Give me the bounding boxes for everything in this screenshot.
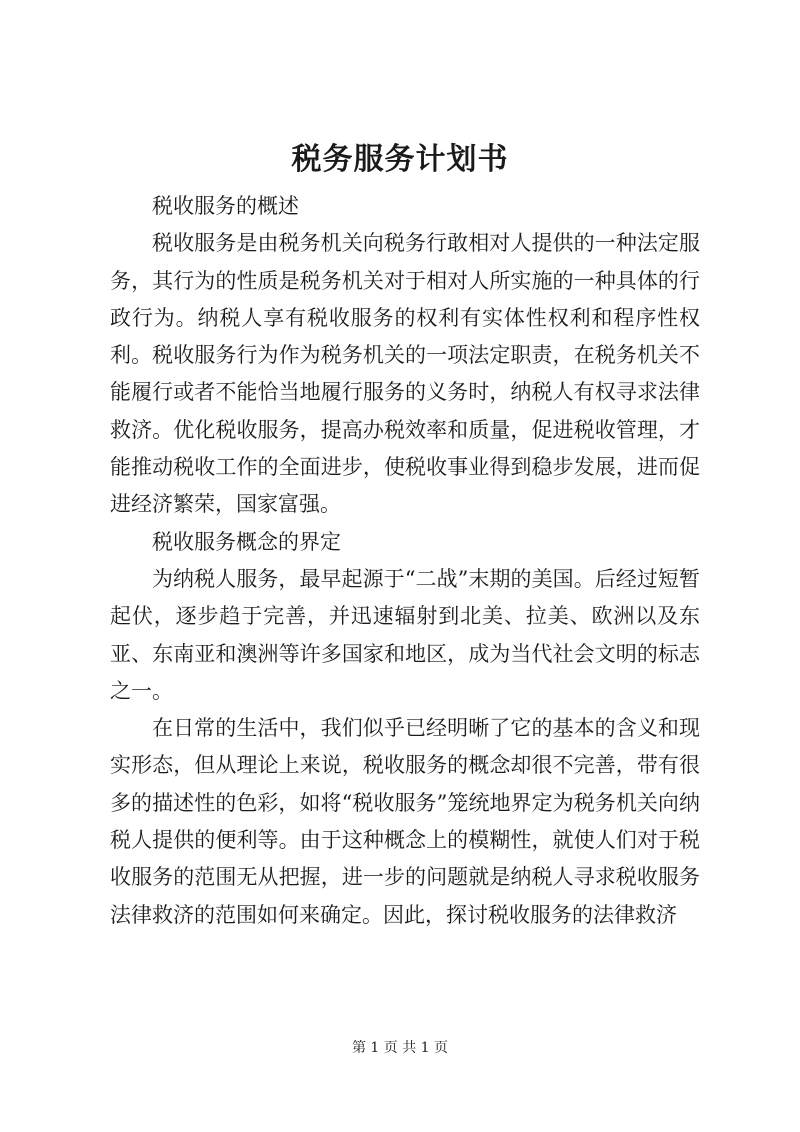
section-heading-overview: 税收服务的概述 [152,194,299,218]
section-heading-definition: 税收服务概念的界定 [152,529,341,554]
document-body [110,188,700,934]
page-footer: 第 1 页 共 1 页 [351,1040,449,1056]
paragraph: 税收服务是由税务机关向税务行敢相对人提供的一种法定服务，其行为的性质是税务机关对于相对人所实施的一种具体的行政行为。纳税人享有税收服务的权利有实体性权利和程序性权利。税收服务行为作为税务机关的一项法定职责，在税务机关不能履行或者不能恰当地履行服务的义务时，纳税人有权寻求法律救济。优化税收服务，提高办税效率和质量，促进税收管理，才能推动税收工作的全面进步，使税收事业得到稳步发展，进而促进经济繁荣，国家富强。 [110,231,700,517]
document-title: 税务服务计划书 [291,142,509,177]
paragraph: 为纳税人服务，最早起源于“二战”末期的美国。后经过短暂起伏，逐步趋于完善，并迅速辐射到北美、拉美、欧洲以及东亚、东南亚和澳洲等许多国家和地区，成为当代社会文明的标志之一。 [110,566,700,703]
paragraph: 在日常的生活中，我们似乎已经明晰了它的基本的含义和现实形态，但从理论上来说，税收服务的概念却很不完善，带有很多的描述性的色彩，如将“税收服务”笼统地界定为税务机关向纳税人提供的便利等。由于这种概念上的模糊性，就使人们对于税收服务的范围无从把握，进一步的问题就是纳税人寻求税收服务法律救济的范围如何来确定。因此，探讨税收服务的法律救济 [110,716,700,927]
